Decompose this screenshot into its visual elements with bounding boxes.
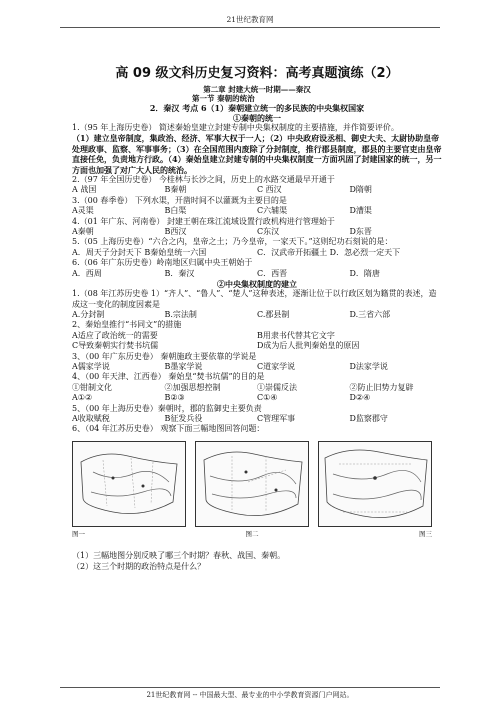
p2-q5-text: 5、（00 年上海历史卷）秦朝时，郡的监御史主要负责 — [72, 403, 262, 413]
part2-heading: ②中央集权制度的建立 — [217, 279, 297, 290]
map-drawing-1 — [73, 442, 185, 526]
option: A①② — [72, 393, 93, 403]
option: D漕渠 — [349, 206, 372, 216]
option: D隋朝 — [349, 185, 372, 195]
option: C导致秦朝实行焚书坑儒 — [72, 341, 159, 351]
option: D监察郡守 — [349, 413, 388, 423]
option: D东晋 — [349, 227, 372, 237]
map-figures — [72, 441, 432, 527]
option: B墨家学说 — [164, 361, 203, 371]
option: C管理军事 — [257, 413, 296, 423]
q1-answer: （1）建立皇帝制度，集政治、经济、军事大权于一人；（2）中央政府设丞相、御史大夫、太尉协助皇帝处理政事、监察、军事事务；（3）在全国范围内废除了分封制度，推行郡县制度，郡县的主要官吏由皇帝直接任免，负责地方行政。（4）秦始皇建立封建专制的中央集权制度一方面巩固了封建国家的统一，另一方面也加强了对广大人民的统治。 — [72, 133, 442, 175]
q5-options — [72, 248, 442, 258]
map-drawing-2 — [196, 442, 308, 526]
option: D法家学说 — [349, 361, 388, 371]
q1-text: 1.（95 年上海历史卷） 简述秦始皇建立封建专制中央集权制度的主要措施，并作简要评价。 — [72, 123, 399, 132]
p2-q2-options-b — [72, 341, 442, 351]
q4-options — [72, 227, 442, 237]
map-figure-1 — [72, 441, 186, 527]
option: B西汉 — [164, 227, 187, 237]
option: ②防止旧势力复辟 — [349, 382, 414, 392]
option: B征发兵役 — [164, 413, 203, 423]
p2-q2-text: 2、秦始皇推行“书同文”的措施 — [72, 320, 182, 330]
option: ①崇儒反法 — [257, 382, 297, 392]
q6-options — [72, 269, 442, 279]
part1-heading: ①秦朝的统一 — [233, 113, 281, 123]
option: D②④ — [349, 393, 371, 403]
p2-q5-options — [72, 414, 442, 424]
p2-q4-text: 4、（00 年天津、江西卷） 秦始皇“焚书坑儒”的目的是 — [72, 372, 265, 382]
map-figure-2 — [195, 441, 309, 527]
option: A．周天子分封天下 B秦始皇统一六国 — [72, 247, 207, 257]
option: B．秦汉 — [164, 268, 195, 278]
p2-q1-options — [72, 310, 442, 320]
map-caption: 图一 — [72, 529, 85, 538]
option: D．隋唐 — [349, 268, 380, 278]
option: A收取赋税 — [72, 413, 110, 423]
option: C东汉 — [257, 227, 280, 237]
p2-q3-text: 3、（00 年广东历史卷） 秦朝施政主要依靠的学说是 — [72, 351, 257, 361]
page-footer: 21世纪教育网 -- 中国最大型、最专业的中小学教育资源门户网站。 — [146, 691, 354, 699]
q2-text: 2.（97 年全国历史卷） 今桂林与长沙之间，历史上的水路交通最早开通于 — [72, 175, 335, 185]
q5-text: 5.（05 上海历史卷）“六合之内，皇帝之土；乃今皇帝，一家天下。”这则纪功石刻说的是： — [72, 237, 393, 247]
option: B.宗法制 — [164, 309, 197, 319]
page-header: 21世纪教育网 — [226, 15, 274, 24]
p2-q2-options-a — [72, 331, 442, 341]
map-question-2: （2）这三个时期的政治特点是什么？ — [72, 561, 206, 571]
option: C 西汉 — [257, 185, 282, 195]
p2-q4-items — [72, 383, 442, 393]
document-title: 高 09 级文科历史复习资料：高考真题演练（2） — [115, 66, 399, 81]
map-question-1: （1）三幅地图分别反映了哪三个时期？春秋、战国、秦朝。 — [72, 551, 286, 561]
p2-q3-options — [72, 362, 442, 372]
q2-options — [72, 185, 442, 195]
option: ②加强思想控制 — [164, 382, 221, 392]
section-heading: 第一节 秦朝的统治 — [192, 94, 255, 103]
option: A儒家学说 — [72, 361, 110, 371]
option: ①钳制文化 — [72, 382, 112, 392]
map-captions — [72, 529, 432, 539]
header-divider — [60, 27, 440, 28]
option: A灵渠 — [72, 206, 94, 216]
option: B秦朝 — [164, 185, 187, 195]
footer-divider — [60, 687, 440, 688]
p2-q1-text: 1.（08 年江苏历史卷 1）“齐人”、“鲁人”、“楚人”这种表述，逐渐让位于以行政区划为籍贯的表述，造成这一变化的制度因素是 — [72, 289, 437, 309]
map-drawing-3 — [319, 442, 431, 526]
option: A适应了政治统一的需要 — [72, 330, 158, 340]
option: C．汉武帝开拓疆土 D．忽必烈一定天下 — [257, 247, 401, 257]
option: A秦朝 — [72, 227, 94, 237]
option: C道家学说 — [257, 361, 296, 371]
option: C.郡县制 — [257, 309, 290, 319]
chapter-heading: 第二章 封建大统一时期——秦汉 — [203, 85, 311, 94]
option: C①④ — [257, 393, 278, 403]
document-body — [72, 66, 442, 572]
option: A.分封制 — [72, 309, 105, 319]
option: C．西晋 — [257, 268, 288, 278]
q6-text: 6.（06 年广东历史卷）岭南地区归属中央王朝始于 — [72, 258, 253, 268]
option: B②③ — [164, 393, 185, 403]
topic-heading: 2．秦汉 考点 6（1）秦朝建立统一的多民族的中央集权国家 — [149, 103, 365, 113]
q4-text: 4.（01 年广东、河南卷） 封建王朝在珠江流域设置行政机构进行管理始于 — [72, 216, 335, 226]
p2-q6-text: 6、（04 年江苏历史卷） 观察下面三幅地图回答问题： — [72, 424, 265, 434]
map-figure-3 — [318, 441, 432, 527]
option: A．西周 — [72, 268, 102, 278]
option: B用隶书代替其它文字 — [257, 330, 335, 340]
option: B白渠 — [164, 206, 187, 216]
q3-options — [72, 206, 442, 216]
option: D.三省六部 — [349, 309, 391, 319]
p2-q4-options — [72, 393, 442, 403]
q3-text: 3.（00 春季卷） 下列水渠，开凿时间不以灌溉为主要目的是 — [72, 195, 287, 205]
map-caption: 图三 — [419, 529, 432, 538]
map-caption: 图二 — [245, 529, 259, 538]
option: C六辅渠 — [257, 206, 288, 216]
option: D成为后人批判秦始皇的原因 — [257, 341, 360, 351]
option: A 战国 — [72, 185, 97, 195]
